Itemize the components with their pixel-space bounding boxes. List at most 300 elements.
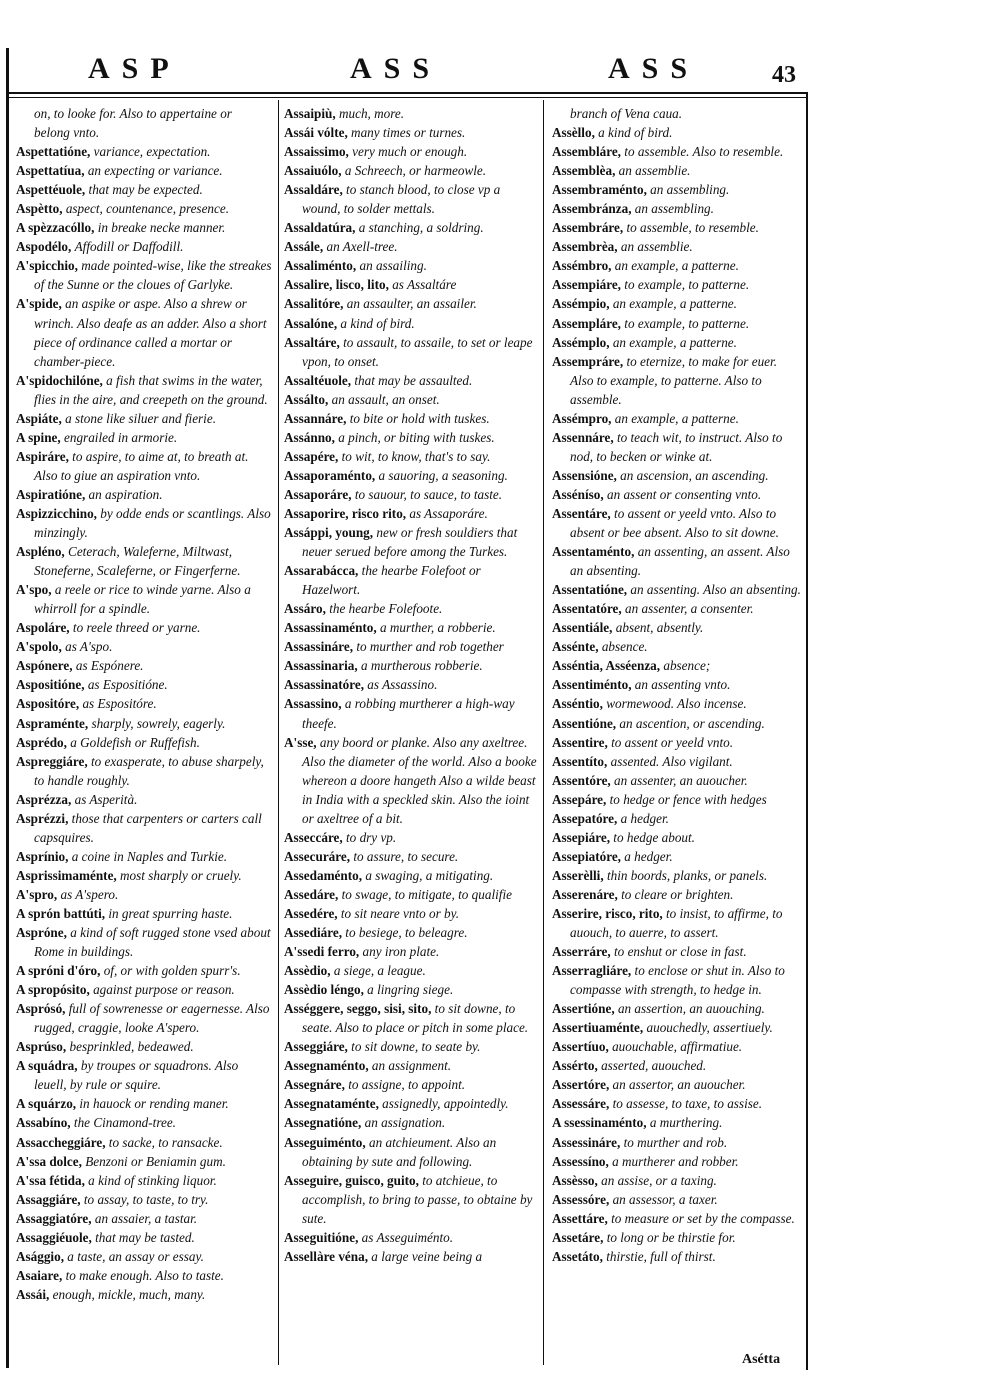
definition: asserted, auouched. xyxy=(601,1058,707,1074)
headword: Assembraménto, xyxy=(552,182,647,198)
definition: an Axell-tree. xyxy=(326,239,398,255)
headword: Assánno, xyxy=(284,429,335,445)
headword: Aspizzicchino, xyxy=(16,505,97,521)
dictionary-entry xyxy=(552,752,802,771)
dictionary-entry xyxy=(284,866,539,885)
dictionary-entry xyxy=(552,1247,802,1266)
headword: Assedáre, xyxy=(284,886,339,902)
dictionary-entry xyxy=(552,809,802,828)
definition: to wit, to know, that's to say. xyxy=(341,448,491,464)
dictionary-entry xyxy=(16,180,274,199)
dictionary-entry xyxy=(16,1056,274,1094)
dictionary-entry xyxy=(16,409,274,428)
dictionary-entry xyxy=(552,1075,802,1094)
definition: to example, to patterne. xyxy=(624,277,750,293)
headword: Assèdio, xyxy=(284,963,331,979)
headword: Aspettatióne, xyxy=(16,144,91,160)
headword: Assempiáre, xyxy=(552,277,621,293)
definition: an ascension, an ascending. xyxy=(620,467,769,483)
definition: Affodill or Daffodill. xyxy=(74,239,184,255)
dictionary-entry xyxy=(284,694,539,732)
definition: as A'spero. xyxy=(60,886,119,902)
dictionary-entry xyxy=(284,904,539,923)
headword: Assepatóre, xyxy=(552,810,618,826)
dictionary-entry xyxy=(284,675,539,694)
headword: Assentáre, xyxy=(552,505,611,521)
headword: Assaggiáre, xyxy=(16,1191,81,1207)
dictionary-entry xyxy=(552,656,802,675)
dictionary-entry xyxy=(552,675,802,694)
headword: Assertóre, xyxy=(552,1077,610,1093)
definition: an assault, an onset. xyxy=(331,391,440,407)
definition: an example, a patterne. xyxy=(612,334,737,350)
right-border-rule xyxy=(806,92,808,1370)
headword: Assaccheggiáre, xyxy=(16,1134,106,1150)
definition: to reele threed or yarne. xyxy=(72,620,201,636)
definition: in hauock or rending maner. xyxy=(79,1096,229,1112)
definition: a robbing murtherer a high-way theefe. xyxy=(302,696,515,731)
headword: Assensióne, xyxy=(552,467,617,483)
dictionary-entry xyxy=(284,561,539,599)
definition: an example, a patterne. xyxy=(612,296,737,312)
dictionary-entry xyxy=(284,1075,539,1094)
definition: wormewood. Also incense. xyxy=(606,696,747,712)
headword: Assassinaménto, xyxy=(284,620,377,636)
dictionary-entry xyxy=(552,847,802,866)
headword: Assái vólte, xyxy=(284,125,348,141)
dictionary-entry xyxy=(552,1113,802,1132)
headword: Assannáre, xyxy=(284,410,347,426)
continued-line: branch of Vena caua. xyxy=(570,106,683,121)
dictionary-entry xyxy=(284,1247,539,1266)
dictionary-entry xyxy=(284,1113,539,1132)
definition: a stanching, a soldring. xyxy=(358,220,484,236)
headword: Asággio, xyxy=(16,1248,64,1264)
definition: Ceterach, Waleferne, Miltwast, Stoneferne, Scaleferne, or Fingerferne. xyxy=(34,544,241,579)
definition: absence; xyxy=(663,658,711,674)
dictionary-entry xyxy=(284,256,539,275)
headword: Aspositóre, xyxy=(16,696,80,712)
continued-line: belong vnto. xyxy=(34,125,100,141)
definition: to sit downe, to seate by. xyxy=(351,1039,481,1055)
headword: Asprósó, xyxy=(16,1001,66,1017)
definition: by troupes or squadrons. Also leuell, by rule or squire. xyxy=(34,1058,239,1093)
headword: Assepiáre, xyxy=(552,829,610,845)
definition: of, or with golden spurr's. xyxy=(103,963,241,979)
dictionary-entry xyxy=(552,1133,802,1152)
headword: Asserèlli, xyxy=(552,867,604,883)
dictionary-entry xyxy=(16,161,274,180)
definition: an assise, or a taxing. xyxy=(601,1172,717,1188)
headword: Assertióne, xyxy=(552,1001,615,1017)
definition: to bite or hold with tuskes. xyxy=(349,410,490,426)
headword: Assaltáre, xyxy=(284,334,340,350)
definition: the hearbe Folefoot or Hazelwort. xyxy=(302,563,481,598)
headword: A'spro, xyxy=(16,886,58,902)
dictionary-entry xyxy=(284,961,539,980)
dictionary-entry xyxy=(16,618,274,637)
headword: Assentaménto, xyxy=(552,544,635,560)
dictionary-entry xyxy=(552,485,802,504)
headword: Assepáre, xyxy=(552,791,607,807)
definition: any iron plate. xyxy=(362,944,440,960)
dictionary-entry xyxy=(16,809,274,847)
headword: Asserráre, xyxy=(552,944,611,960)
definition: to assay, to taste, to try. xyxy=(83,1191,209,1207)
definition: a fish that swims in the water, flies in the aire, and creepeth on the ground. xyxy=(34,372,268,407)
dictionary-entry xyxy=(552,618,802,637)
headword: Assembránza, xyxy=(552,201,632,217)
definition: by odde ends or scantlings. Also minzingly. xyxy=(34,505,271,541)
headword: Assellàre véna, xyxy=(284,1248,368,1264)
headword: Asseguitióne, xyxy=(284,1229,359,1245)
definition: to sit downe, to seate. Also to place or pitch in some place. xyxy=(302,1001,529,1036)
definition: to measure or set by the compasse. xyxy=(611,1210,795,1226)
dictionary-entry xyxy=(552,637,802,656)
headword: Asprézzi, xyxy=(16,810,69,826)
definition: to teach wit, to instruct. Also to nod, to becken or winke at. xyxy=(570,429,783,464)
headword: Assái, xyxy=(16,1286,50,1302)
headword: Asseguire, guisco, guito, xyxy=(284,1172,419,1188)
dictionary-entry xyxy=(552,714,802,733)
definition: a pinch, or biting with tuskes. xyxy=(338,429,495,445)
definition: as Asperità. xyxy=(74,791,138,807)
dictionary-entry xyxy=(552,790,802,809)
definition: very much or enough. xyxy=(352,144,468,160)
definition: against purpose or reason. xyxy=(93,982,235,998)
dictionary-entry xyxy=(16,1152,274,1171)
headword: Asserire, risco, rito, xyxy=(552,905,663,921)
dictionary-entry xyxy=(552,180,802,199)
headword: Assessináre, xyxy=(552,1134,621,1150)
dictionary-entry xyxy=(284,123,539,142)
dictionary-entry xyxy=(16,637,274,656)
dictionary-entry xyxy=(284,980,539,999)
headword: Assedaménto, xyxy=(284,867,363,883)
dictionary-entry xyxy=(552,123,802,142)
dictionary-entry xyxy=(16,980,274,999)
dictionary-entry xyxy=(552,866,802,885)
definition: an assessor, a taxer. xyxy=(612,1191,718,1207)
dictionary-entry xyxy=(16,504,274,542)
headword: Assepiatóre, xyxy=(552,848,621,864)
dictionary-entry xyxy=(284,218,539,237)
dictionary-entry xyxy=(552,999,802,1018)
dictionary-entry xyxy=(16,961,274,980)
definition: an aspiration. xyxy=(88,486,163,502)
dictionary-entry xyxy=(16,675,274,694)
definition: to swage, to mitigate, to qualifie xyxy=(341,886,512,902)
definition: to hedge or fence with hedges xyxy=(609,791,767,807)
dictionary-entry xyxy=(552,1171,802,1190)
column-2 xyxy=(284,104,539,1266)
headword: Assèsso, xyxy=(552,1172,598,1188)
dictionary-entry xyxy=(552,275,802,294)
headword: Aspreggiáre, xyxy=(16,753,88,769)
dictionary-entry xyxy=(552,409,802,428)
running-head-left: ASP xyxy=(88,52,181,85)
definition: to insist, to affirme, to auouch, to auerre, to assert. xyxy=(570,905,783,941)
headword: Assentiménto, xyxy=(552,677,632,693)
dictionary-entry xyxy=(284,409,539,428)
dictionary-entry xyxy=(284,314,539,333)
definition: to long or be thirstie for. xyxy=(606,1229,736,1245)
dictionary-entry xyxy=(16,542,274,580)
definition: to cleare or brighten. xyxy=(621,886,734,902)
definition: a Goldefish or Ruffefish. xyxy=(70,734,200,750)
definition: an assignment. xyxy=(371,1058,452,1074)
headword: Assetáre, xyxy=(552,1229,604,1245)
definition: to sit neare vnto or by. xyxy=(340,905,460,921)
dictionary-entry xyxy=(284,142,539,161)
headword: Assaggiatóre, xyxy=(16,1210,92,1226)
definition: to eternize, to make for euer. Also to example, to patterne. Also to assemble. xyxy=(570,353,778,407)
headword: Asséntio, xyxy=(552,696,603,712)
dictionary-entry xyxy=(16,1247,274,1266)
definition: an assaulter, an assailer. xyxy=(346,296,477,312)
dictionary-entry xyxy=(552,352,802,409)
definition: an assignation. xyxy=(364,1115,446,1131)
definition: to hedge about. xyxy=(613,829,695,845)
headword: Assalitóre, xyxy=(284,296,344,312)
headword: Assentíto, xyxy=(552,753,608,769)
headword: Assèdio léngo, xyxy=(284,982,364,998)
dictionary-entry xyxy=(552,961,802,999)
definition: to sacke, to ransacke. xyxy=(108,1134,223,1150)
definition: as Espositióne. xyxy=(87,677,168,693)
dictionary-entry xyxy=(552,199,802,218)
headword: Assaissimo, xyxy=(284,144,349,160)
definition: thirstie, full of thirst. xyxy=(606,1248,716,1264)
definition: an atchieument. Also an obtaining by sute and following. xyxy=(302,1134,497,1169)
definition: to assent or yeeld vnto. xyxy=(611,734,734,750)
definition: the Cinamond-tree. xyxy=(73,1115,176,1131)
headword: A squádra, xyxy=(16,1058,78,1074)
dictionary-entry xyxy=(552,1228,802,1247)
definition: to example, to patterne. xyxy=(624,315,750,331)
dictionary-entry xyxy=(284,923,539,942)
definition: to enclose or shut in. Also to compasse with strength, to hedge in. xyxy=(570,963,785,998)
dictionary-entry xyxy=(16,923,274,961)
headword: Assempláre, xyxy=(552,315,621,331)
dictionary-entry xyxy=(552,733,802,752)
definition: an assenter, a consenter. xyxy=(625,601,754,617)
definition: an assenting. Also an absenting. xyxy=(630,582,801,598)
headword: A ssessinaménto, xyxy=(552,1115,647,1131)
definition: to assemble. Also to resemble. xyxy=(624,144,784,160)
headword: A'ssa fétida, xyxy=(16,1172,85,1188)
dictionary-entry xyxy=(552,1094,802,1113)
definition: absence. xyxy=(601,639,648,655)
headword: A'ssedi ferro, xyxy=(284,944,360,960)
definition: in breake necke manner. xyxy=(97,220,226,236)
definition: the hearbe Folefoote. xyxy=(329,601,443,617)
headword: A spine, xyxy=(16,429,61,445)
headword: Assaldáre, xyxy=(284,182,343,198)
dictionary-entry xyxy=(552,428,802,466)
dictionary-entry xyxy=(552,218,802,237)
dictionary-entry xyxy=(16,428,274,447)
column-rule-1 xyxy=(278,100,279,1365)
headword: Asprínio, xyxy=(16,848,69,864)
headword: Asséníso, xyxy=(552,486,604,502)
headword: A spropósito, xyxy=(16,982,90,998)
headword: Asaiare, xyxy=(16,1267,63,1283)
dictionary-entry xyxy=(16,733,274,752)
definition: sharply, sowrely, eagerly. xyxy=(91,715,226,731)
definition: an aspike or aspe. Also a shrew or wrinch. Also deafe as an adder. Also a short piece of ordinance called a mortar or chamber-piece. xyxy=(34,296,267,369)
definition: to assent or yeeld vnto. Also to absent or bee absent. Also to sit downe. xyxy=(570,505,779,541)
dictionary-entry xyxy=(16,714,274,733)
headword: Assassináre, xyxy=(284,639,354,655)
dictionary-entry xyxy=(552,1190,802,1209)
dictionary-entry xyxy=(284,999,539,1037)
definition: a sauoring, a seasoning. xyxy=(378,467,508,483)
definition: an example, a patterne. xyxy=(614,410,739,426)
definition: as Assaltáre xyxy=(392,277,457,293)
dictionary-entry xyxy=(552,580,802,599)
definition: to assault, to assaile, to set or leape vpon, to onset. xyxy=(302,334,533,369)
dictionary-entry xyxy=(16,752,274,790)
definition: an example, a patterne. xyxy=(614,258,739,274)
definition: an assailing. xyxy=(359,258,427,274)
definition: absent, absently. xyxy=(615,620,704,636)
definition: that may be tasted. xyxy=(95,1229,195,1245)
definition: a stone like siluer and fierie. xyxy=(65,410,216,426)
definition: an assenting, an assent. Also an absenting. xyxy=(570,544,790,579)
dictionary-entry xyxy=(16,1285,274,1304)
dictionary-entry xyxy=(16,1133,274,1152)
dictionary-entry xyxy=(16,790,274,809)
headword: A squárzo, xyxy=(16,1096,77,1112)
headword: Assentire, xyxy=(552,734,608,750)
headword: Assettáre, xyxy=(552,1210,608,1226)
headword: Assémpro, xyxy=(552,410,612,426)
definition: to enshut or close in fast. xyxy=(614,944,747,960)
headword: Assaggiéuole, xyxy=(16,1229,92,1245)
definition: as Espónere. xyxy=(75,658,144,674)
definition: Benzoni or Beniamin gum. xyxy=(85,1153,226,1169)
definition: a hedger. xyxy=(620,810,669,826)
headword: Assedére, xyxy=(284,905,338,921)
headword: Assapére, xyxy=(284,448,339,464)
definition: a murther, a robberie. xyxy=(380,620,496,636)
headword: Assemblèa, xyxy=(552,163,616,179)
header-rule xyxy=(6,92,808,94)
dictionary-entry xyxy=(284,656,539,675)
headword: Assessáre, xyxy=(552,1096,610,1112)
headword: Assalire, lisco, lito, xyxy=(284,277,389,293)
dictionary-entry xyxy=(284,104,539,123)
definition: new or fresh souldiers that neuer serued before among the Turkes. xyxy=(302,525,518,560)
definition: as Asseguiménto. xyxy=(361,1229,454,1245)
dictionary-entry xyxy=(16,580,274,618)
dictionary-entry xyxy=(552,771,802,790)
dictionary-entry xyxy=(16,1266,274,1285)
headword: Asprissimaménte, xyxy=(16,867,117,883)
definition: to sauour, to sauce, to taste. xyxy=(354,486,503,502)
headword: Asprézza, xyxy=(16,791,72,807)
dictionary-entry xyxy=(552,333,802,352)
definition: assignedly, appointedly. xyxy=(382,1096,509,1112)
definition: an assertion, an auouching. xyxy=(617,1001,765,1017)
headword: Assembláre, xyxy=(552,144,621,160)
headword: Assessóre, xyxy=(552,1191,610,1207)
column-1 xyxy=(16,104,274,1304)
headword: Assarabácca, xyxy=(284,563,359,579)
dictionary-entry xyxy=(284,161,539,180)
headword: Aspètto, xyxy=(16,201,63,217)
headword: Assentatióne, xyxy=(552,582,628,598)
dictionary-entry xyxy=(552,1152,802,1171)
dictionary-entry xyxy=(16,447,274,485)
column-rule-2 xyxy=(543,100,544,1365)
definition: a murtherer and robber. xyxy=(612,1153,739,1169)
headword: Aspettatíua, xyxy=(16,163,85,179)
dictionary-entry xyxy=(284,1171,539,1228)
definition: in great spurring haste. xyxy=(108,905,233,921)
dictionary-entry xyxy=(284,294,539,313)
headword: Asserenáre, xyxy=(552,886,618,902)
definition: thin boords, planks, or panels. xyxy=(606,867,768,883)
dictionary-entry xyxy=(284,447,539,466)
headword: Assetáto, xyxy=(552,1248,603,1264)
dictionary-entry xyxy=(552,466,802,485)
headword: Assentóre, xyxy=(552,772,611,788)
headword: A'spide, xyxy=(16,296,62,312)
definition: any boord or planke. Also any axeltree. Also the diameter of the world. Also a booke whereon a doore hangeth Also a wilde beast in India with a speckled skin. Also the ioint or axeltree of a bit. xyxy=(302,734,537,826)
definition: an assembling. xyxy=(650,182,730,198)
definition: a kind of soft rugged stone vsed about Rome in buildings. xyxy=(34,925,271,960)
definition: to make enough. Also to taste. xyxy=(65,1267,224,1283)
headword: Assémbro, xyxy=(552,258,612,274)
dictionary-entry xyxy=(16,237,274,256)
headword: Aspodélo, xyxy=(16,239,72,255)
dictionary-entry xyxy=(552,237,802,256)
headword: A'ssa dolce, xyxy=(16,1153,82,1169)
dictionary-entry xyxy=(16,1037,274,1056)
definition: that may be assaulted. xyxy=(354,372,473,388)
definition: to assigne, to appoint. xyxy=(348,1077,466,1093)
headword: Asserragliáre, xyxy=(552,963,632,979)
dictionary-entry xyxy=(284,237,539,256)
definition: to assemble, to resemble. xyxy=(626,220,759,236)
headword: Assentatóre, xyxy=(552,601,622,617)
definition: an assemblie. xyxy=(620,239,693,255)
headword: Assalóne, xyxy=(284,315,338,331)
headword: A'spicchio, xyxy=(16,258,78,274)
headword: Assáppi, young, xyxy=(284,525,374,541)
headword: Assassinaria, xyxy=(284,658,358,674)
dictionary-entry xyxy=(16,142,274,161)
dictionary-entry xyxy=(284,180,539,218)
dictionary-entry xyxy=(16,1094,274,1113)
headword: Assediáre, xyxy=(284,925,342,941)
headword: Aspléno, xyxy=(16,544,65,560)
definition: a large veine being a xyxy=(371,1248,483,1264)
definition: to murther and rob. xyxy=(623,1134,728,1150)
definition: a kind of stinking liquor. xyxy=(88,1172,217,1188)
dictionary-entry xyxy=(16,999,274,1037)
headword: Assaporire, risco rito, xyxy=(284,505,407,521)
definition: as Assassino. xyxy=(367,677,438,693)
definition: aspect, countenance, presence. xyxy=(65,201,230,217)
dictionary-entry xyxy=(284,333,539,371)
dictionary-entry xyxy=(284,1056,539,1075)
headword: Assassinatóre, xyxy=(284,677,364,693)
dictionary-entry xyxy=(16,847,274,866)
dictionary-entry xyxy=(552,1018,802,1037)
